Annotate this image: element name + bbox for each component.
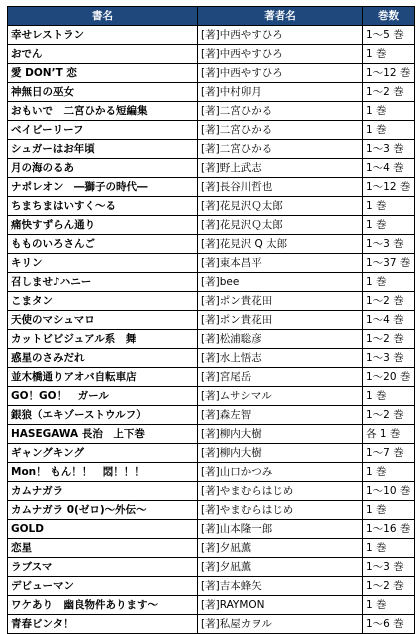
- table-row: [8, 444, 415, 463]
- cell-author: [著]花見沢 Q 太郎: [198, 235, 363, 254]
- cell-author: [著]山口かつみ: [198, 463, 363, 482]
- cell-author: [著]水上悟志: [198, 349, 363, 368]
- cell-volumes: 1 巻: [363, 216, 415, 235]
- table-row: [8, 596, 415, 615]
- table-row: [8, 197, 415, 216]
- cell-volumes: 1～37 巻: [363, 254, 415, 273]
- cell-title: 並木橋通りアオバ自転車店: [8, 368, 198, 387]
- table-row: [8, 482, 415, 501]
- table-row: [8, 311, 415, 330]
- cell-volumes: 1～5 巻: [363, 26, 415, 45]
- cell-volumes: 1 巻: [363, 463, 415, 482]
- cell-volumes: 1 巻: [363, 197, 415, 216]
- cell-volumes: 1 巻: [363, 102, 415, 121]
- table-row: [8, 159, 415, 178]
- cell-author: [著]中村卯月: [198, 83, 363, 102]
- table-row: [8, 463, 415, 482]
- cell-title: GOLD: [8, 520, 198, 539]
- table-row: [8, 349, 415, 368]
- cell-author: [著]長谷川哲也: [198, 178, 363, 197]
- cell-title: 天使のマシュマロ: [8, 311, 198, 330]
- cell-volumes: 1～2 巻: [363, 292, 415, 311]
- cell-title: おもいで 二宮ひかる短編集: [8, 102, 198, 121]
- cell-volumes: 1～12 巻: [363, 178, 415, 197]
- cell-author: [著]森左智: [198, 406, 363, 425]
- cell-title: HASEGAWA 長治 上下巻: [8, 425, 198, 444]
- cell-volumes: 1～4 巻: [363, 159, 415, 178]
- table-row: [8, 520, 415, 539]
- cell-author: [著]中西やすひろ: [198, 64, 363, 83]
- cell-title: カットビビジュアル系 舞: [8, 330, 198, 349]
- table-row: [8, 615, 415, 634]
- table-row: [8, 387, 415, 406]
- table-row: [8, 425, 415, 444]
- cell-volumes: 1 巻: [363, 273, 415, 292]
- cell-title: ワケあり 幽良物件あります～: [8, 596, 198, 615]
- cell-title: こまタン: [8, 292, 198, 311]
- cell-author: [著]やまむらはじめ: [198, 501, 363, 520]
- table-row: [8, 558, 415, 577]
- cell-volumes: 1～3 巻: [363, 235, 415, 254]
- cell-title: GO！GO！ ガール: [8, 387, 198, 406]
- header-volumes: 巻数: [363, 7, 415, 26]
- cell-title: シュガーはお年頃: [8, 140, 198, 159]
- cell-title: カムナガラ 0(ゼロ)～外伝～: [8, 501, 198, 520]
- cell-title: ギャングキング: [8, 444, 198, 463]
- cell-title: Mon！ もん！！ 悶！！！: [8, 463, 198, 482]
- cell-volumes: 1～3 巻: [363, 558, 415, 577]
- cell-volumes: 1 巻: [363, 45, 415, 64]
- cell-volumes: 1～2 巻: [363, 577, 415, 596]
- cell-author: [著]ムサシマル: [198, 387, 363, 406]
- cell-author: [著]ポン貴花田: [198, 311, 363, 330]
- cell-volumes: 各 1 巻: [363, 425, 415, 444]
- cell-title: 銀狼（エキゾーストウルフ）: [8, 406, 198, 425]
- table-row: [8, 26, 415, 45]
- cell-author: [著]柳内大樹: [198, 425, 363, 444]
- cell-volumes: 1 巻: [363, 387, 415, 406]
- cell-volumes: 1～3 巻: [363, 140, 415, 159]
- cell-author: [著]中西やすひろ: [198, 45, 363, 64]
- cell-title: ナポレオン ―獅子の時代―: [8, 178, 198, 197]
- table-row: [8, 83, 415, 102]
- table-row: [8, 539, 415, 558]
- table-header-row: [8, 7, 415, 26]
- table-row: [8, 330, 415, 349]
- cell-author: [著]吉本蜂矢: [198, 577, 363, 596]
- book-list-container: [7, 6, 415, 634]
- cell-author: [著]花見沢Ｑ太郎: [198, 216, 363, 235]
- cell-volumes: 1～2 巻: [363, 330, 415, 349]
- cell-title: 痛快すずらん通り: [8, 216, 198, 235]
- cell-title: 月の海のるあ: [8, 159, 198, 178]
- table-row: [8, 140, 415, 159]
- cell-title: おでん: [8, 45, 198, 64]
- cell-author: [著]やまむらはじめ: [198, 482, 363, 501]
- cell-author: [著]二宮ひかる: [198, 121, 363, 140]
- cell-volumes: 1～20 巻: [363, 368, 415, 387]
- table-row: [8, 368, 415, 387]
- cell-volumes: 1 巻: [363, 539, 415, 558]
- table-row: [8, 102, 415, 121]
- cell-title: キリン: [8, 254, 198, 273]
- cell-author: [著]夕凪薫: [198, 539, 363, 558]
- cell-author: [著]東本昌平: [198, 254, 363, 273]
- table-row: [8, 501, 415, 520]
- cell-volumes: 1～7 巻: [363, 444, 415, 463]
- cell-author: [著]二宮ひかる: [198, 102, 363, 121]
- cell-author: [著]野上武志: [198, 159, 363, 178]
- table-row: [8, 45, 415, 64]
- table-row: [8, 235, 415, 254]
- cell-title: デビューマン: [8, 577, 198, 596]
- table-row: [8, 292, 415, 311]
- table-row: [8, 121, 415, 140]
- cell-volumes: 1 巻: [363, 501, 415, 520]
- cell-author: [著]私屋カヲル: [198, 615, 363, 634]
- cell-title: ベイビーリーフ: [8, 121, 198, 140]
- cell-author: [著]RAYMON: [198, 596, 363, 615]
- table-row: [8, 216, 415, 235]
- cell-volumes: 1～2 巻: [363, 83, 415, 102]
- cell-author: [著]花見沢Ｑ太郎: [198, 197, 363, 216]
- cell-author: [著]bee: [198, 273, 363, 292]
- cell-author: [著]中西やすひろ: [198, 26, 363, 45]
- cell-volumes: 1～10 巻: [363, 482, 415, 501]
- cell-author: [著]夕凪薫: [198, 558, 363, 577]
- table-row: [8, 254, 415, 273]
- cell-author: [著]柳内大樹: [198, 444, 363, 463]
- cell-title: 愛 DON’T 恋: [8, 64, 198, 83]
- header-author: 著者名: [198, 7, 363, 26]
- cell-title: ちまちまはいすく～る: [8, 197, 198, 216]
- cell-volumes: 1～3 巻: [363, 349, 415, 368]
- cell-author: [著]ポン貴花田: [198, 292, 363, 311]
- cell-title: ラブスマ: [8, 558, 198, 577]
- cell-author: [著]二宮ひかる: [198, 140, 363, 159]
- cell-title: 青春ビンタ！: [8, 615, 198, 634]
- cell-title: 召しませ♪ハニー: [8, 273, 198, 292]
- cell-author: [著]山本隆一郎: [198, 520, 363, 539]
- cell-title: カムナガラ: [8, 482, 198, 501]
- header-title: 書名: [8, 7, 198, 26]
- cell-volumes: 1～16 巻: [363, 520, 415, 539]
- cell-volumes: 1～4 巻: [363, 311, 415, 330]
- cell-volumes: 1～12 巻: [363, 64, 415, 83]
- table-body: [8, 26, 415, 634]
- cell-title: 惑星のさみだれ: [8, 349, 198, 368]
- cell-title: 神無日の巫女: [8, 83, 198, 102]
- table-row: [8, 64, 415, 83]
- table-row: [8, 406, 415, 425]
- cell-title: もものいろさんご: [8, 235, 198, 254]
- cell-volumes: 1 巻: [363, 596, 415, 615]
- cell-title: 恋星: [8, 539, 198, 558]
- cell-volumes: 1～2 巻: [363, 406, 415, 425]
- cell-title: 幸せレストラン: [8, 26, 198, 45]
- book-list-table: [7, 6, 415, 634]
- cell-volumes: 1～6 巻: [363, 615, 415, 634]
- cell-author: [著]松浦聡彦: [198, 330, 363, 349]
- cell-volumes: 1 巻: [363, 121, 415, 140]
- cell-author: [著]宮尾岳: [198, 368, 363, 387]
- table-row: [8, 577, 415, 596]
- table-row: [8, 273, 415, 292]
- table-row: [8, 178, 415, 197]
